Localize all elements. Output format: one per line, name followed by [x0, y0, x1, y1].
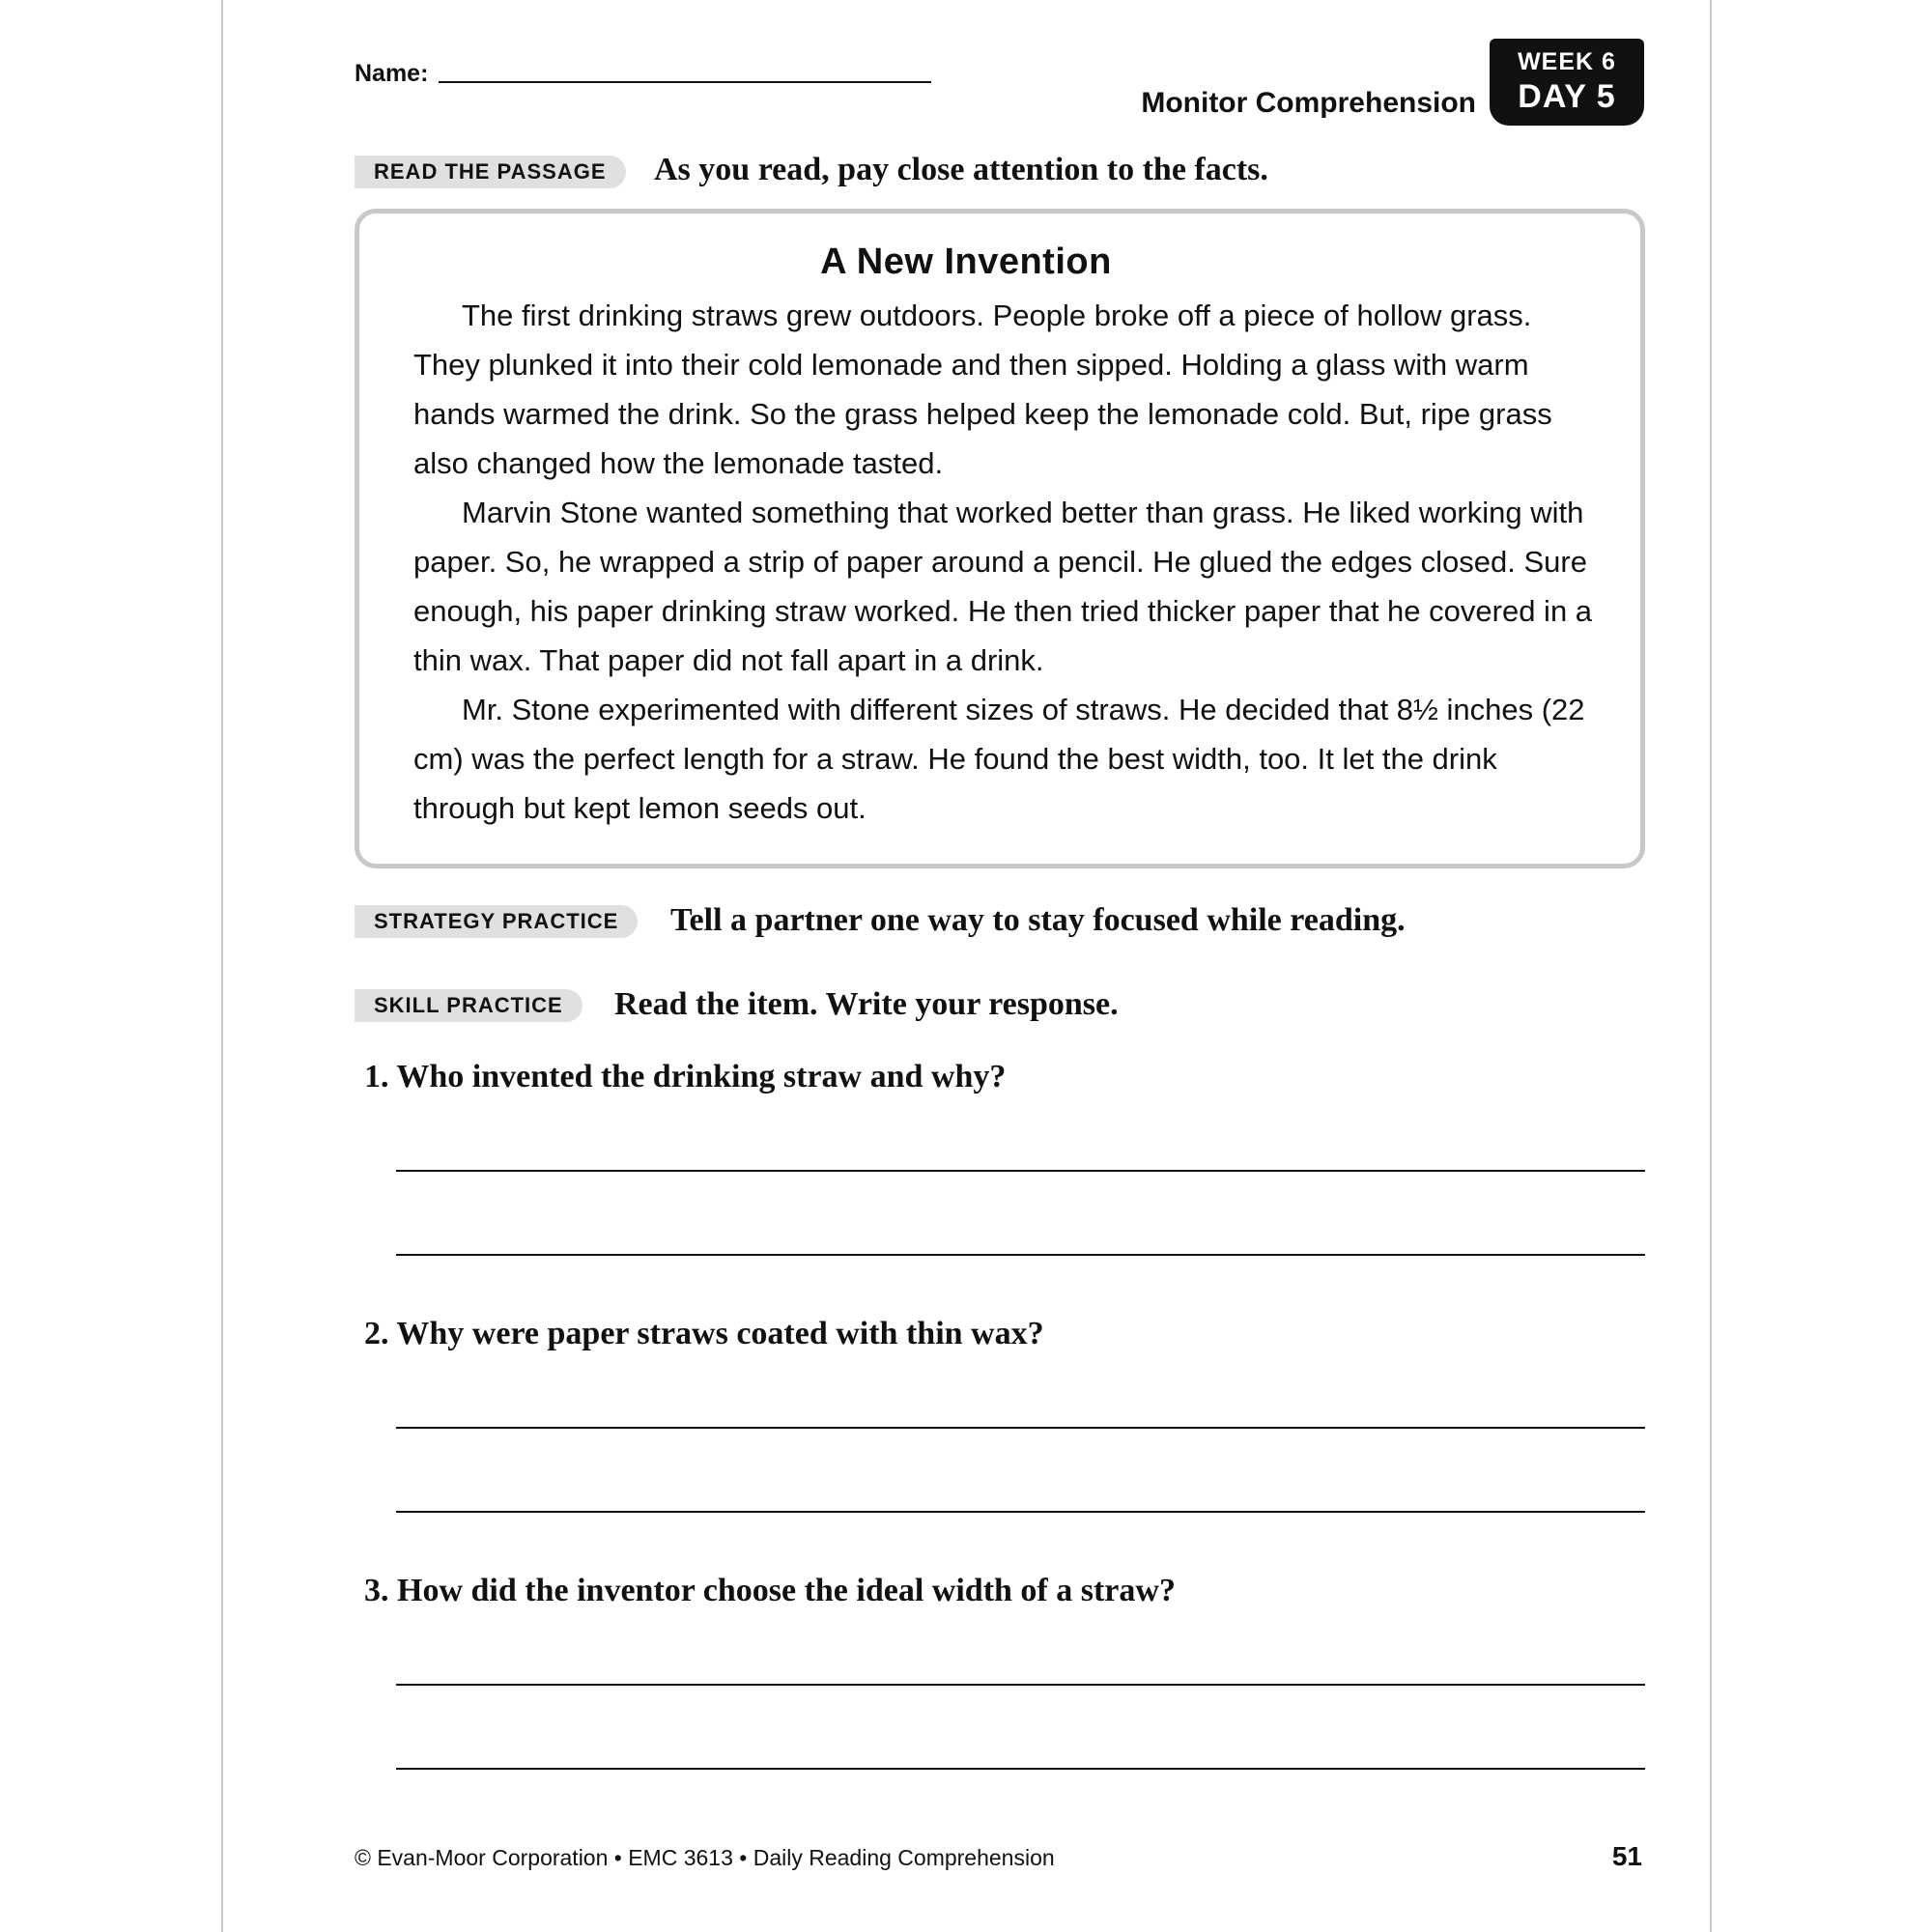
page-right-edge [1710, 0, 1712, 1932]
question-1: 1. Who invented the drinking straw and why? [364, 1059, 1007, 1094]
passage-paragraph: Mr. Stone experimented with different sizes of straws. He decided that 8½ inches (22 cm) was the perfect length for a straw. He found the best width, too. It let the drink through but kept lemon seeds out. [413, 693, 1585, 825]
skill-practice-tag: SKILL PRACTICE [355, 989, 582, 1022]
passage-title: A New Invention [820, 242, 1112, 282]
answer-line[interactable] [396, 1511, 1645, 1513]
passage-body [413, 291, 1602, 833]
passage-paragraph: Marvin Stone wanted something that worked better than grass. He liked working with paper. So, he wrapped a strip of paper around a pencil. He glued the edges closed. Sure enough, his paper drinking straw worked. He then tried thicker paper that he covered in a thin wax. That paper did not fall apart in a drink. [413, 496, 1593, 677]
name-write-line [439, 81, 931, 83]
question-2: 2. Why were paper straws coated with thin wax? [364, 1316, 1044, 1351]
name-label: Name: [355, 60, 429, 87]
answer-line[interactable] [396, 1684, 1645, 1686]
strategy-practice-instruction: Tell a partner one way to stay focused while reading. [670, 902, 1406, 938]
strategy-practice-tag: STRATEGY PRACTICE [355, 905, 638, 938]
page-number: 51 [1611, 1841, 1642, 1871]
answer-line[interactable] [396, 1427, 1645, 1429]
skill-title: Monitor Comprehension [1141, 87, 1476, 119]
read-passage-instruction: As you read, pay close attention to the facts. [654, 152, 1268, 187]
question-3: 3. How did the inventor choose the ideal width of a straw? [364, 1573, 1176, 1608]
week-label: WEEK 6 [1518, 48, 1616, 75]
answer-line[interactable] [396, 1768, 1645, 1770]
skill-practice-instruction: Read the item. Write your response. [614, 986, 1119, 1022]
footer-credit: © Evan-Moor Corporation • EMC 3613 • Daily Reading Comprehension [355, 1845, 1055, 1870]
week-day-badge [1490, 39, 1644, 126]
answer-line[interactable] [396, 1170, 1645, 1172]
read-passage-tag: READ THE PASSAGE [355, 156, 626, 188]
answer-line[interactable] [396, 1254, 1645, 1256]
passage-paragraph: The first drinking straws grew outdoors. People broke off a piece of hollow grass. They plunked it into their cold lemonade and then sipped. Holding a glass with warm hands warmed the drink. So the grass helped keep the lemonade cold. But, ripe grass also changed how the lemonade tasted. [413, 298, 1552, 480]
day-label: DAY 5 [1518, 78, 1616, 115]
page-left-edge [221, 0, 223, 1932]
